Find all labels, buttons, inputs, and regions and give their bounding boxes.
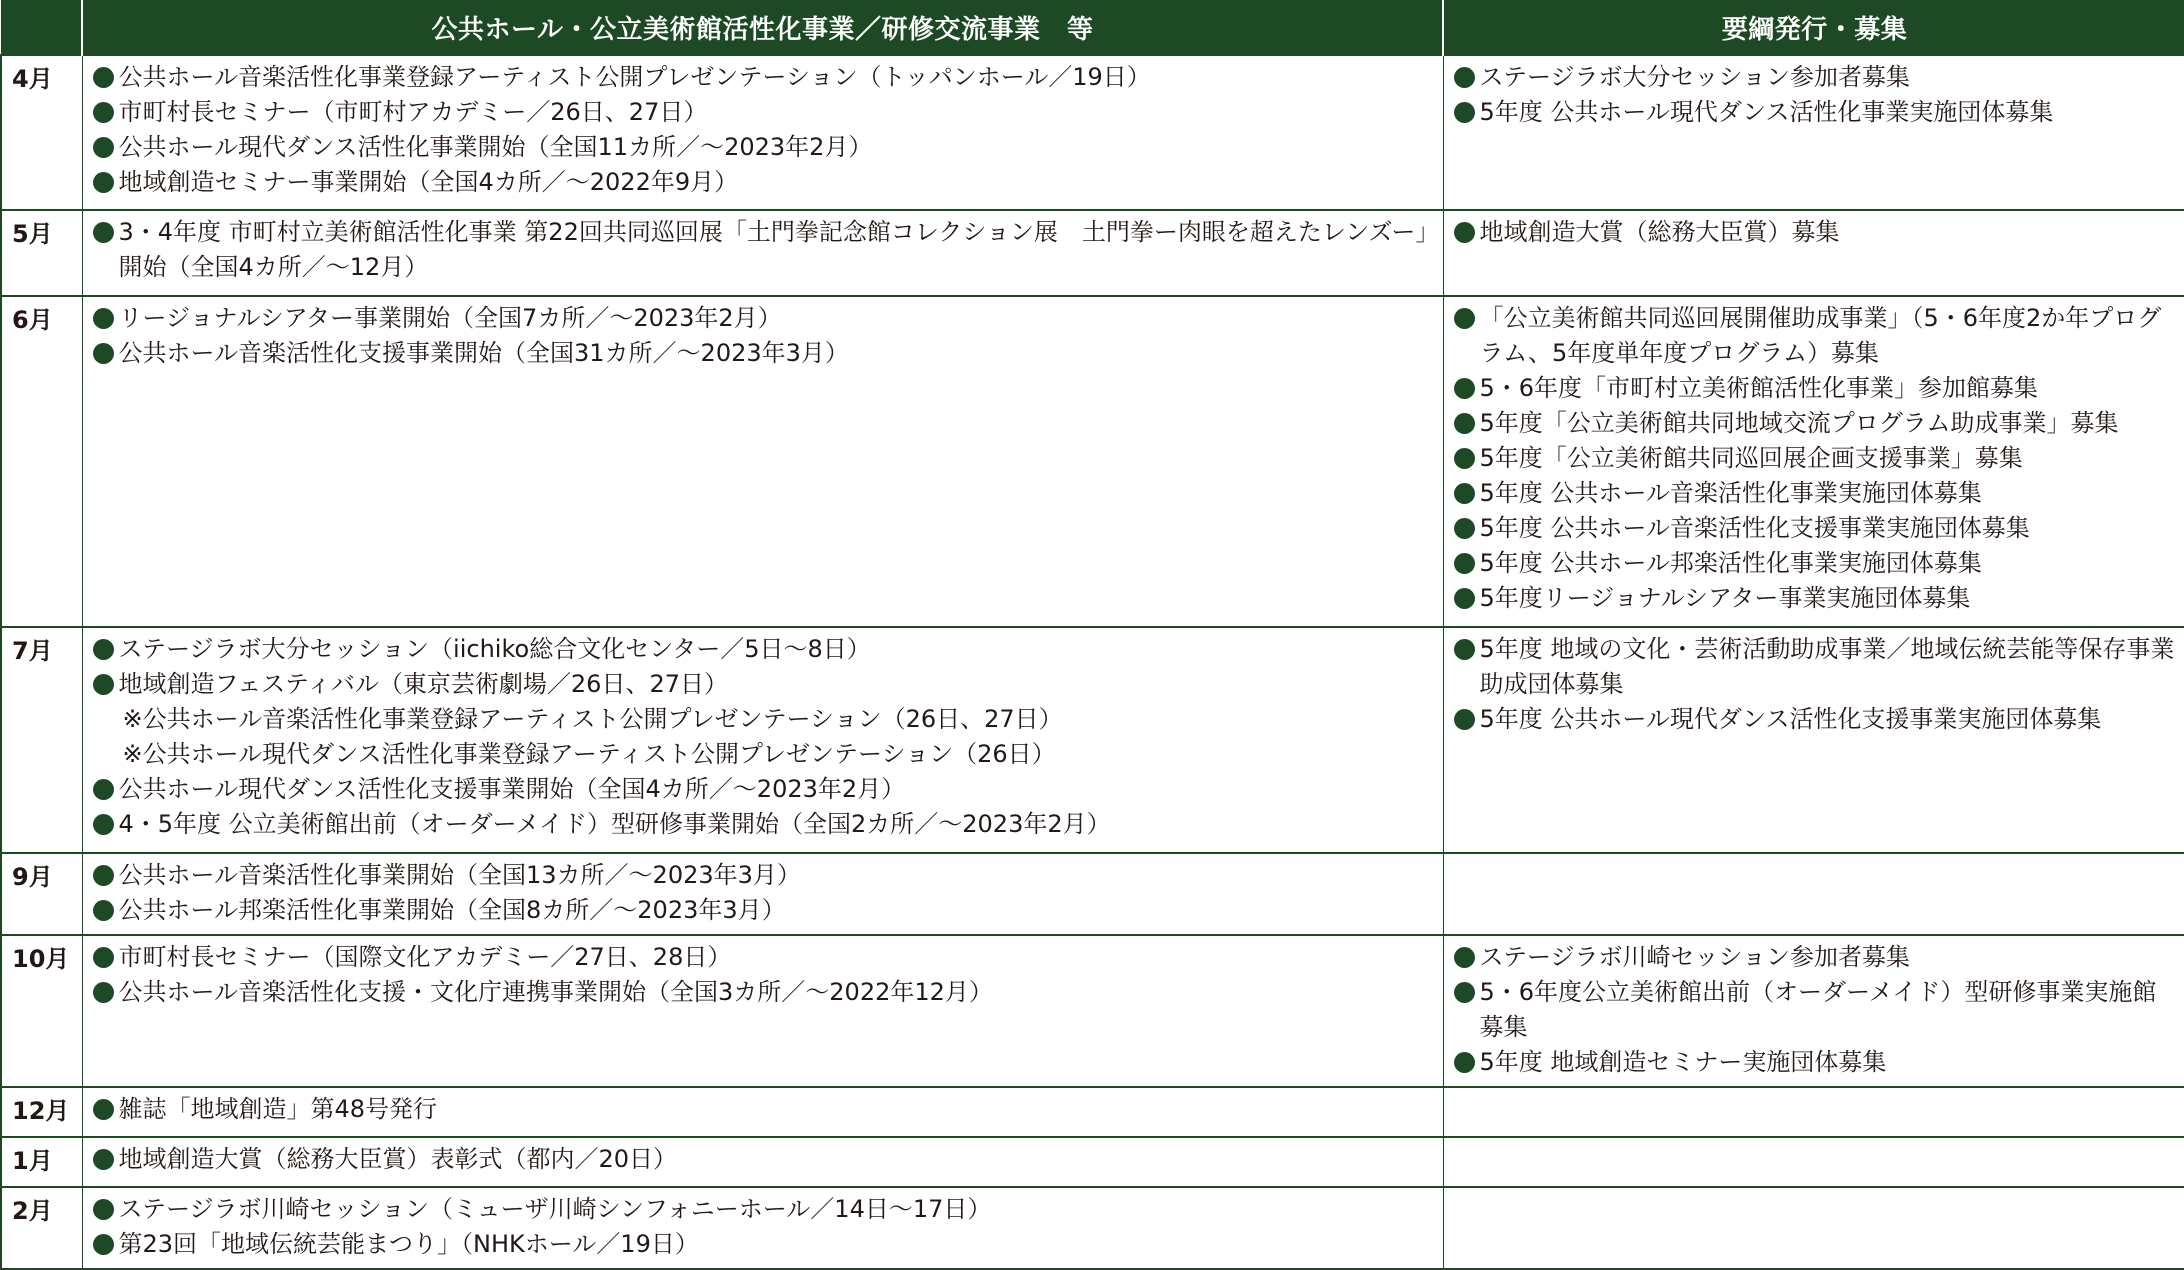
month-cell: 2月 [1,1187,82,1269]
recruit-cell [1443,935,2184,1087]
bullet-icon [1454,222,1475,243]
list-item: 5・6年度公立美術館出前（オーダーメイド）型研修事業実施館募集 [1454,975,2177,1045]
bullet-icon [1454,413,1475,434]
events-cell [82,1137,1443,1187]
table-row [1,853,2184,935]
bullet-icon [93,222,114,243]
list-item: 公共ホール音楽活性化支援・文化庁連携事業開始（全国3カ所／～2022年12月） [93,975,1443,1010]
recruit-cell [1443,627,2184,853]
events-cell [82,55,1443,210]
recruit-cell [1443,853,2184,935]
bullet-icon [1454,553,1475,574]
bullet-icon [93,639,114,660]
table-row [1,627,2184,853]
table-row [1,1187,2184,1269]
list-item: 5年度リージョナルシアター事業実施団体募集 [1454,581,2177,616]
bullet-icon [93,865,114,886]
bullet-icon [1454,639,1475,660]
list-item: 雑誌「地域創造」第48号発行 [93,1092,1443,1127]
bullet-icon [93,1199,114,1220]
recruit-cell [1443,1137,2184,1187]
table-row [1,1137,2184,1187]
note-line: ※公共ホール音楽活性化事業登録アーティスト公開プレゼンテーション（26日、27日） [122,705,1063,733]
table-row [1,935,2184,1087]
bullet-icon [93,1234,114,1255]
list-item: 地域創造フェスティバル（東京芸術劇場／26日、27日） [93,667,1443,702]
bullet-icon [93,982,114,1003]
list-item: ステージラボ大分セッション参加者募集 [1454,60,2177,95]
list-item: 「公立美術館共同巡回展開催助成事業」（5・6年度2か年プログラム、5年度単年度プログラム）募集 [1454,301,2177,371]
bullet-icon [93,1149,114,1170]
recruit-cell [1443,1087,2184,1137]
recruit-cell [1443,296,2184,627]
bullet-icon [1454,982,1475,1003]
table-row [1,296,2184,627]
table-header-row [1,0,2184,55]
bullet-icon [93,1099,114,1120]
events-column-header: 公共ホール・公立美術館活性化事業／研修交流事業 等 [82,0,1443,55]
list-item: 5年度 公共ホール邦楽活性化事業実施団体募集 [1454,546,2177,581]
bullet-icon [93,102,114,123]
bullet-icon [93,947,114,968]
month-cell: 1月 [1,1137,82,1187]
recruit-cell [1443,210,2184,296]
list-item: 公共ホール音楽活性化事業開始（全国13カ所／～2023年3月） [93,858,1443,893]
events-cell [82,935,1443,1087]
list-item: 4・5年度 公立美術館出前（オーダーメイド）型研修事業開始（全国2カ所／～2023年2月） [93,807,1443,842]
list-item: 市町村長セミナー（国際文化アカデミー／27日、28日） [93,940,1443,975]
bullet-icon [1454,308,1475,329]
events-cell [82,210,1443,296]
bullet-icon [1454,483,1475,504]
bullet-icon [1454,709,1475,730]
bullet-icon [1454,67,1475,88]
events-cell [82,627,1443,853]
list-item: 公共ホール邦楽活性化事業開始（全国8カ所／～2023年3月） [93,893,1443,928]
list-item: 地域創造大賞（総務大臣賞）募集 [1454,215,2177,250]
month-cell: 7月 [1,627,82,853]
bullet-icon [93,308,114,329]
list-item: 3・4年度 市町村立美術館活性化事業 第22回共同巡回展「土門拳記念館コレクション展 土門拳ー肉眼を超えたレンズー」開始（全国4カ所／～12月） [93,215,1443,285]
table-row [1,55,2184,210]
events-cell [82,1187,1443,1269]
recruit-column-header: 要綱発行・募集 [1443,0,2184,55]
month-column-header [1,0,82,55]
list-item: 公共ホール音楽活性化事業登録アーティスト公開プレゼンテーション（トッパンホール／19日） [93,60,1443,95]
table-row [1,1087,2184,1137]
events-cell [82,1087,1443,1137]
list-item: 5年度「公立美術館共同巡回展企画支援事業」募集 [1454,441,2177,476]
recruit-cell [1443,55,2184,210]
list-item: 5年度 地域創造セミナー実施団体募集 [1454,1045,2177,1080]
list-item: 5年度 公共ホール現代ダンス活性化事業実施団体募集 [1454,95,2177,130]
bullet-icon [1454,947,1475,968]
list-item: 5年度「公立美術館共同地域交流プログラム助成事業」募集 [1454,406,2177,441]
list-item: 5・6年度「市町村立美術館活性化事業」参加館募集 [1454,371,2177,406]
list-item: 地域創造大賞（総務大臣賞）表彰式（都内／20日） [93,1142,1443,1177]
month-cell: 10月 [1,935,82,1087]
month-cell: 6月 [1,296,82,627]
bullet-icon [1454,378,1475,399]
month-cell: 9月 [1,853,82,935]
month-cell: 4月 [1,55,82,210]
month-cell: 12月 [1,1087,82,1137]
bullet-icon [1454,1052,1475,1073]
bullet-icon [93,814,114,835]
bullet-icon [93,779,114,800]
events-cell [82,296,1443,627]
list-item: 公共ホール音楽活性化支援事業開始（全国31カ所／～2023年3月） [93,336,1443,371]
bullet-icon [93,343,114,364]
list-item: 5年度 地域の文化・芸術活動助成事業／地域伝統芸能等保存事業助成団体募集 [1454,632,2177,702]
list-item: ステージラボ川崎セッション（ミューザ川崎シンフォニーホール／14日～17日） [93,1192,1443,1227]
list-item: 市町村長セミナー（市町村アカデミー／26日、27日） [93,95,1443,130]
bullet-icon [93,172,114,193]
bullet-icon [1454,102,1475,123]
bullet-icon [1454,518,1475,539]
month-cell: 5月 [1,210,82,296]
bullet-icon [93,137,114,158]
list-item: ステージラボ川崎セッション参加者募集 [1454,940,2177,975]
list-item: 公共ホール現代ダンス活性化事業開始（全国11カ所／～2023年2月） [93,130,1443,165]
list-item: 第23回「地域伝統芸能まつり」（NHKホール／19日） [93,1227,1443,1262]
list-item: ステージラボ大分セッション（iichiko総合文化センター／5日～8日） [93,632,1443,667]
table-row [1,210,2184,296]
list-item: 地域創造セミナー事業開始（全国4カ所／～2022年9月） [93,165,1443,200]
bullet-icon [1454,588,1475,609]
list-item: 5年度 公共ホール現代ダンス活性化支援事業実施団体募集 [1454,702,2177,737]
list-item: 5年度 公共ホール音楽活性化支援事業実施団体募集 [1454,511,2177,546]
list-item: リージョナルシアター事業開始（全国7カ所／～2023年2月） [93,301,1443,336]
bullet-icon [1454,448,1475,469]
recruit-cell [1443,1187,2184,1269]
bullet-icon [93,900,114,921]
events-cell [82,853,1443,935]
list-item: 5年度 公共ホール音楽活性化事業実施団体募集 [1454,476,2177,511]
bullet-icon [93,674,114,695]
note-line: ※公共ホール現代ダンス活性化事業登録アーティスト公開プレゼンテーション（26日） [122,740,1056,768]
list-item: 公共ホール現代ダンス活性化支援事業開始（全国4カ所／～2023年2月） [93,772,1443,807]
bullet-icon [93,67,114,88]
